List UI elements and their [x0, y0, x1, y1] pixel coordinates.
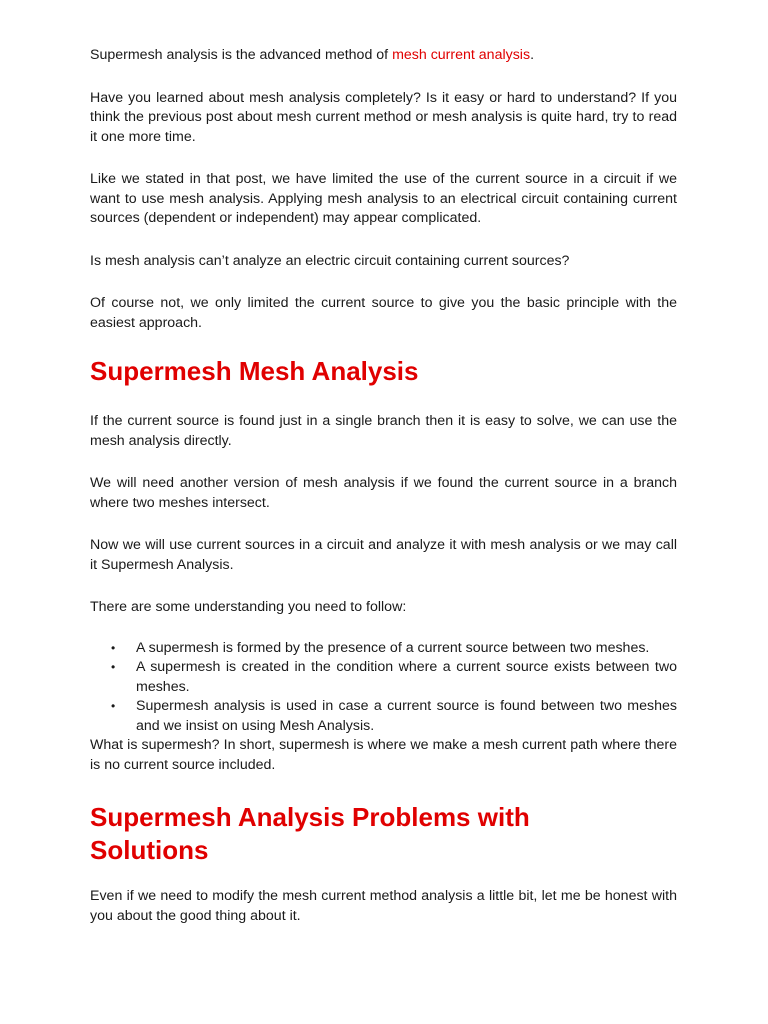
list-item: [111, 697, 677, 736]
section-heading-supermesh-mesh-analysis: Supermesh Mesh Analysis: [90, 356, 419, 386]
list-item-text: A supermesh is formed by the presence of a current source between two meshes.: [136, 639, 650, 656]
bullet-icon: •: [111, 660, 116, 674]
intro-paragraph-5: Of course not, we only limited the current source to give you the basic principle with the easiest approach.: [90, 295, 677, 331]
list-item: [111, 658, 677, 697]
list-item: [111, 639, 677, 659]
section1-paragraph-3: Now we will use current sources in a circuit and analyze it with mesh analysis or we may call it Supermesh Analysis.: [90, 537, 677, 573]
section1-paragraph-4: There are some understanding you need to follow:: [90, 599, 407, 615]
bullet-icon: •: [111, 699, 116, 713]
intro-paragraph-4: Is mesh analysis can’t analyze an electric circuit containing current sources?: [90, 252, 570, 269]
article-body: [90, 46, 677, 926]
section2-paragraph-1: Even if we need to modify the mesh current method analysis a little bit, let me be honest with you about the good thing about it.: [90, 888, 677, 924]
section-heading-problems-with-solutions: Supermesh Analysis Problems with Solutions: [90, 802, 530, 865]
understanding-list: [90, 639, 677, 737]
section1-paragraph-5: What is supermesh? In short, supermesh is where we make a mesh current path where there is no current source included.: [90, 737, 677, 773]
intro-paragraph-2: Have you learned about mesh analysis completely? Is it easy or hard to understand? If you think the previous post about mesh current method or mesh analysis is quite hard, try to read it one more time.: [90, 89, 677, 145]
section1-paragraph-2: We will need another version of mesh analysis if we found the current source in a branch where two meshes intersect.: [90, 475, 677, 511]
list-item-text: A supermesh is created in the condition where a current source exists between two meshes.: [136, 659, 677, 695]
intro-p1-end: .: [530, 47, 535, 63]
intro-paragraph-1: [90, 46, 677, 66]
mesh-current-analysis-link[interactable]: mesh current analysis: [392, 47, 531, 63]
section1-paragraph-1: If the current source is found just in a single branch then it is easy to solve, we can use the mesh analysis directly.: [90, 413, 677, 449]
bullet-icon: •: [111, 640, 116, 655]
intro-paragraph-3: Like we stated in that post, we have limited the use of the current source in a circuit if we want to use mesh analysis. Applying mesh analysis to an electrical circuit containing current sources (dependent or independent) may appear complicated.: [90, 171, 677, 226]
list-item-text: Supermesh analysis is used in case a current source is found between two meshes and we insist on using Mesh Analysis.: [136, 698, 677, 734]
intro-p1-text: Supermesh analysis is the advanced method of: [90, 47, 393, 63]
